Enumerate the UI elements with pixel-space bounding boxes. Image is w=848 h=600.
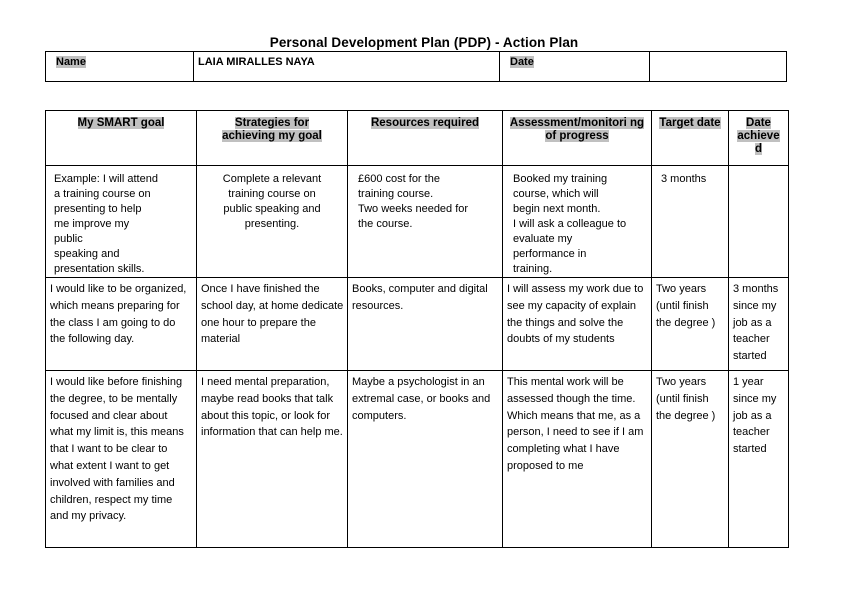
name-value[interactable]: LAIA MIRALLES NAYA	[194, 52, 500, 82]
example-strategies: Complete a relevant training course on public speaking and presenting.	[197, 166, 348, 278]
date-label-cell	[500, 52, 650, 82]
target-date-cell[interactable]: Two years (until finish the degree )	[652, 278, 729, 371]
example-resources: £600 cost for the training course. Two weeks needed for the course.	[348, 166, 503, 278]
goal-row	[46, 278, 789, 371]
example-assessment: Booked my training course, which will begin next month. I will ask a colleague to evaluate my performance in training.	[503, 166, 652, 278]
resources-cell[interactable]: Maybe a psychologist in an extremal case, or books and computers.	[348, 371, 503, 548]
goal-row	[46, 371, 789, 548]
goal-cell[interactable]: I would like before finishing the degree, to be mentally focused and clear about what my limit is, this means that I want to be clear to what extent I want to get involved with families and children, respect my time and my privacy.	[46, 371, 197, 548]
action-plan-table	[45, 110, 789, 548]
assessment-cell[interactable]: I will assess my work due to see my capacity of explain the things and solve the doubts of my students	[503, 278, 652, 371]
name-table	[45, 51, 787, 82]
date-achieved-cell[interactable]: 1 year since my job as a teacher started	[729, 371, 789, 548]
strategies-cell[interactable]: I need mental preparation, maybe read books that talk about this topic, or look for information that can help me.	[197, 371, 348, 548]
assessment-cell[interactable]: This mental work will be assessed though the time. Which means that me, as a person, I need to see if I am completing what I have proposed to me	[503, 371, 652, 548]
header-target-date: Target date	[652, 111, 729, 166]
example-row	[46, 166, 789, 278]
header-resources: Resources required	[348, 111, 503, 166]
header-strategies: Strategies for achieving my goal	[197, 111, 348, 166]
date-label: Date	[510, 56, 534, 68]
header-assessment: Assessment/monitori ng of progress	[503, 111, 652, 166]
example-date-achieved	[729, 166, 789, 278]
example-goal: Example: I will attend a training course on presenting to help me improve my public speaking and presentation skills.	[46, 166, 197, 278]
header-date-achieved: Date achieve d	[729, 111, 789, 166]
target-date-cell[interactable]: Two years (until finish the degree )	[652, 371, 729, 548]
date-value[interactable]	[650, 52, 787, 82]
date-achieved-cell[interactable]: 3 months since my job as a teacher started	[729, 278, 789, 371]
name-label: Name	[56, 56, 86, 68]
header-row	[46, 111, 789, 166]
header-goal: My SMART goal	[46, 111, 197, 166]
name-label-cell	[46, 52, 194, 82]
strategies-cell[interactable]: Once I have finished the school day, at home dedicate one hour to prepare the material	[197, 278, 348, 371]
resources-cell[interactable]: Books, computer and digital resources.	[348, 278, 503, 371]
document-title: Personal Development Plan (PDP) - Action Plan	[269, 35, 579, 50]
goal-cell[interactable]: I would like to be organized, which means preparing for the class I am going to do the following day.	[46, 278, 197, 371]
example-target-date: 3 months	[652, 166, 729, 278]
